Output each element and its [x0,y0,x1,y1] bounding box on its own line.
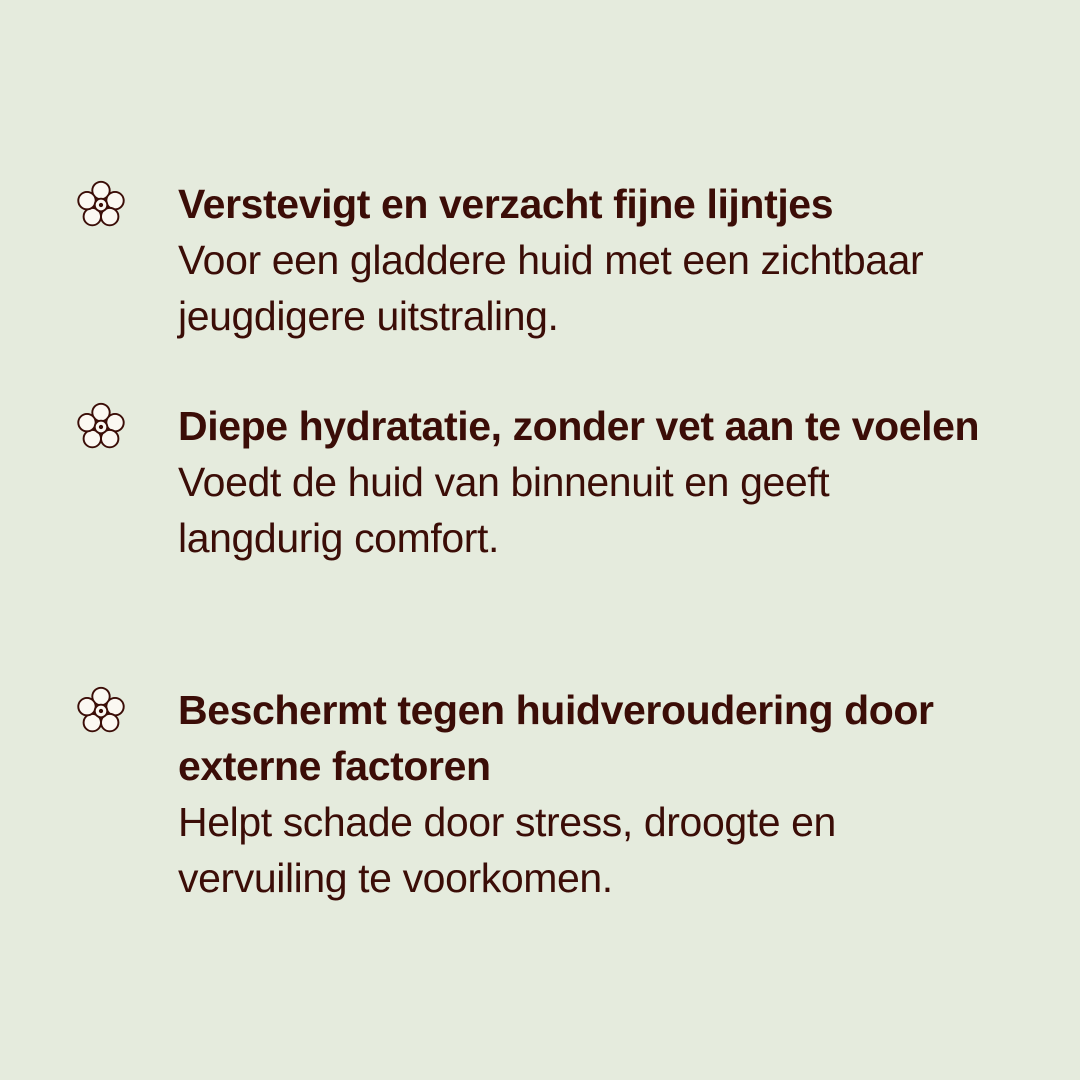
benefit-title: Diepe hydratatie, zonder vet aan te voelen [178,403,980,449]
benefit-description: Voor een gladdere huid met een zichtbaar jeugdigere uitstraling. [178,237,924,339]
benefit-description: Voedt de huid van binnenuit en geeft langdurig comfort. [178,459,830,561]
flower-icon [72,682,130,740]
benefit-description: Helpt schade door stress, droogte en vervuiling te voorkomen. [178,799,836,901]
flower-icon [72,398,130,456]
benefit-title: Beschermt tegen huidveroudering door externe factoren [178,687,934,789]
benefit-title: Verstevigt en verzacht fijne lijntjes [178,181,834,227]
flower-icon [72,176,130,234]
